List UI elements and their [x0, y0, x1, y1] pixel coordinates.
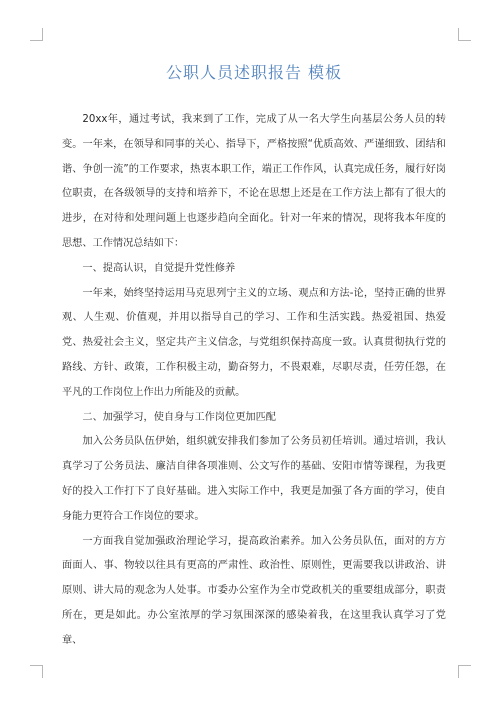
- crop-mark-bottom-right: [458, 665, 471, 678]
- crop-mark-top-left: [30, 28, 43, 41]
- document-title: 公职人员述职报告 模板: [165, 63, 343, 82]
- section-heading-2: 二、加强学习，使自身与工作岗位更加匹配: [82, 411, 276, 423]
- crop-mark-bottom-left: [30, 665, 43, 678]
- section-heading-1: 一、提高认识，自觉提升党性修养: [82, 262, 236, 274]
- paragraph-intro: 20xx年，通过考试，我来到了工作，完成了从一名大学生向基层公务人员的转变。一年来，在领导和同事的关心、指导下，严格按照“优质高效、严谨细致、团结和谐、争创一流”的工作要求，热衷本职工作，端正工作作风，认真完成任务，履行好岗位职责，在各级领导的支持和培养下，不论在思想上还是在工作方法上都有了很大的进步，在对待和处理问题上也逐步趋向全面化。针对一年来的情况，现将我本年度的思想、工作情况总结如下：: [62, 114, 446, 249]
- paragraph-section-2b: 一方面我自觉加强政治理论学习，提高政治素养。加入公务员队伍，面对的方方面面人、事、物较以往具有更高的严肃性、政治性、原则性，更需要我以讲政治、讲原则、讲大局的观念为人处事。市委办公室作为全市党政机关的重要组成部分，职责所在，更是如此。办公室浓厚的学习氛围深深的感染着我，在这里我认真学习了党章、: [62, 535, 446, 646]
- crop-mark-top-right: [458, 28, 471, 41]
- document-page: [62, 58, 446, 654]
- paragraph-section-2a: 加入公务员队伍伊始，组织就安排我们参加了公务员初任培训。通过培训，我认真学习了公务员法、廉洁自律各项准则、公文写作的基础、安阳市情等课程，为我更好的投入工作打下了良好基础。进入实际工作中，我更是加强了各方面的学习，使自身能力更符合工作岗位的要求。: [62, 436, 446, 522]
- paragraph-section-1: 一年来，始终坚持运用马克思列宁主义的立场、观点和方法-论，坚持正确的世界观、人生观、价值观，并用以指导自己的学习、工作和生活实践。热爱祖国、热爱党、热爱社会主义，坚定共产主义信念，与党组织保持高度一致。认真贯彻执行党的路线、方针、政策，工作积极主动，勤奋努力，不畏艰难，尽职尽责，任劳任怨，在平凡的工作岗位上作出力所能及的贡献。: [62, 287, 446, 398]
